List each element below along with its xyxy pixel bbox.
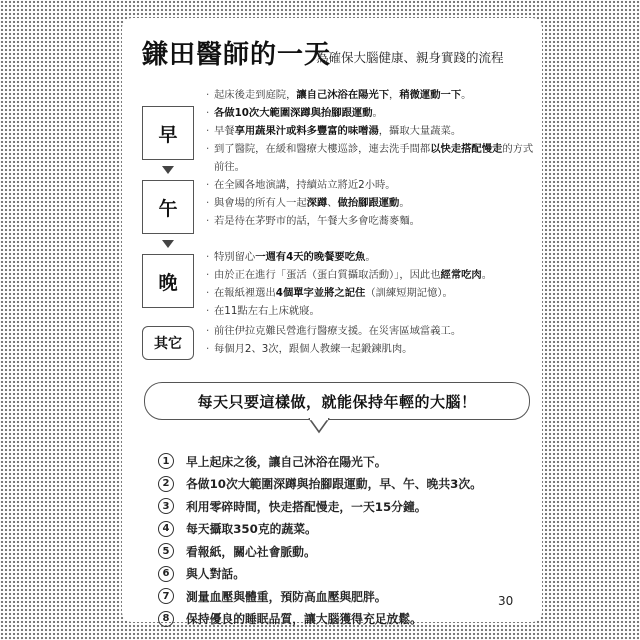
noon-list <box>206 176 536 230</box>
tip-number: 7 <box>158 588 174 604</box>
tip-text: 各做10次大範圍深蹲與抬腳跟運動，早、午、晚共3次。 <box>186 477 482 492</box>
tip-item <box>158 473 528 496</box>
label-morning: 早 <box>142 106 194 160</box>
tip-text: 利用零碎時間，快走搭配慢走，一天15分鐘。 <box>186 499 427 514</box>
schedule-item: · 到了醫院，在緩和醫療大樓巡診，連去洗手間都以快走搭配慢走的方式前往。 <box>206 140 536 176</box>
tip-item <box>158 540 528 563</box>
callout-banner: 每天只要這樣做，就能保持年輕的大腦！ <box>144 382 530 420</box>
tip-text: 早上起床之後，讓自己沐浴在陽光下。 <box>186 454 387 469</box>
schedule-item: · 與會場的所有人一起深蹲、做抬腳跟運動。 <box>206 194 536 212</box>
label-evening: 晚 <box>142 254 194 308</box>
tip-item <box>158 563 528 586</box>
schedule-item: · 若是待在茅野市的話，午餐大多會吃蕎麥麵。 <box>206 212 536 230</box>
tip-item <box>158 450 528 473</box>
morning-list <box>206 86 536 176</box>
schedule-item: · 各做10次大範圍深蹲與抬腳跟運動。 <box>206 104 536 122</box>
tip-number: 1 <box>158 453 174 469</box>
tip-text: 測量血壓與體重，預防高血壓與肥胖。 <box>186 589 387 604</box>
schedule-item: · 早餐享用蔬果汁或料多豐富的味噌湯，攝取大量蔬菜。 <box>206 122 536 140</box>
callout-tail-icon <box>308 418 330 434</box>
arrow-down-icon <box>162 240 174 248</box>
tip-number: 5 <box>158 543 174 559</box>
schedule-item: · 在全國各地演講，持續站立將近2小時。 <box>206 176 536 194</box>
evening-list <box>206 248 536 320</box>
page <box>122 18 542 627</box>
page-number: 30 <box>498 594 514 608</box>
schedule-item: · 前往伊拉克難民營進行醫療支援。在災害區域當義工。 <box>206 322 536 340</box>
arrow-down-icon <box>162 166 174 174</box>
tip-number: 8 <box>158 611 174 627</box>
label-noon: 午 <box>142 180 194 234</box>
tip-number: 3 <box>158 498 174 514</box>
tip-text: 每天攝取350克的蔬菜。 <box>186 522 317 537</box>
tip-text: 保持優良的睡眠品質，讓大腦獲得充足放鬆。 <box>186 612 422 627</box>
tip-text: 看報紙，關心社會脈動。 <box>186 544 316 559</box>
other-list <box>206 322 536 358</box>
label-other: 其它 <box>142 326 194 360</box>
tip-item <box>158 495 528 518</box>
tip-text: 與人對話。 <box>186 567 245 582</box>
schedule-item: · 特別留心一週有4天的晚餐要吃魚。 <box>206 248 536 266</box>
schedule-item: · 每個月2、3次，跟個人教練一起鍛鍊肌肉。 <box>206 340 536 358</box>
tip-item <box>158 518 528 541</box>
page-subtitle: 為確保大腦健康、親身實踐的流程 <box>316 50 504 65</box>
tip-item <box>158 608 528 631</box>
schedule-item: · 由於正在進行「蛋活（蛋白質攝取活動）」，因此也經常吃肉。 <box>206 266 536 284</box>
tip-number: 6 <box>158 566 174 582</box>
schedule-item: · 在報紙裡選出4個單字並將之記住（訓練短期記憶）。 <box>206 284 536 302</box>
page-title: 鎌田醫師的一天 <box>142 40 332 70</box>
tip-item <box>158 585 528 608</box>
tips-list <box>158 450 528 630</box>
tip-number: 2 <box>158 476 174 492</box>
schedule-item: · 在11點左右上床就寢。 <box>206 302 536 320</box>
tip-number: 4 <box>158 521 174 537</box>
schedule-item: · 起床後走到庭院，讓自己沐浴在陽光下，稍微運動一下。 <box>206 86 536 104</box>
